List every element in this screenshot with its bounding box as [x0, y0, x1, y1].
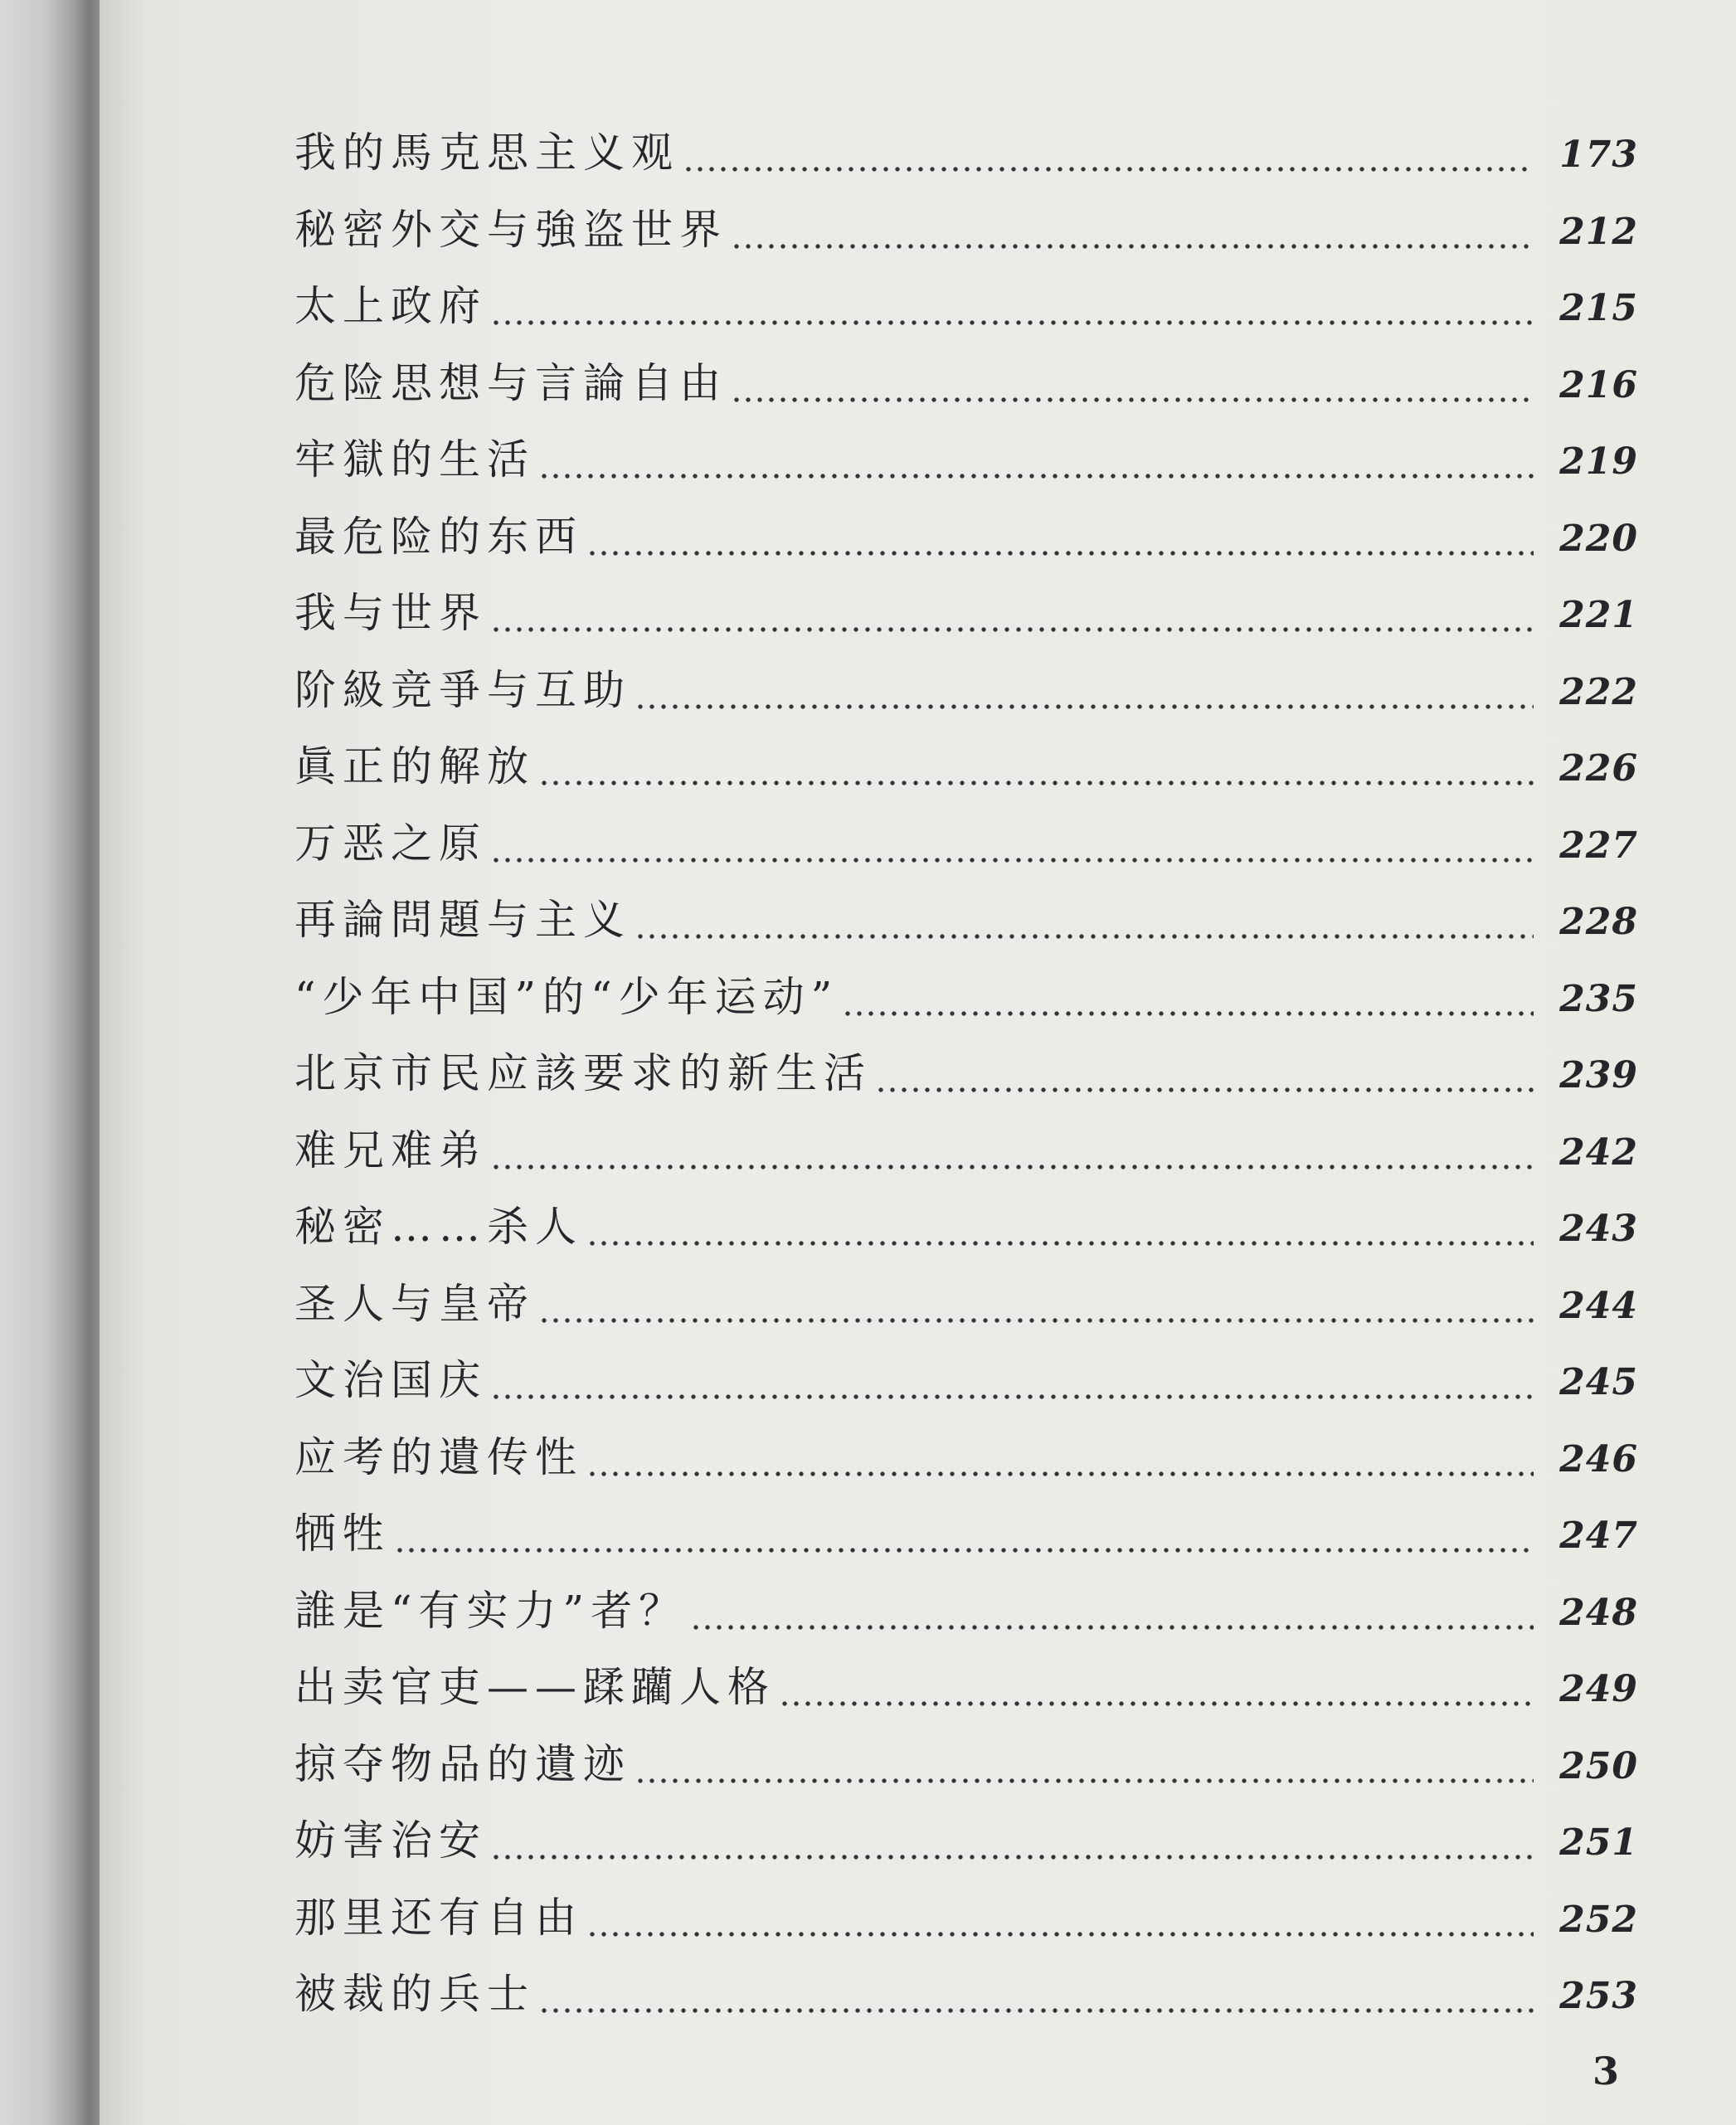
- dot-leader: [586, 516, 1534, 557]
- toc-entry-page: 235: [1559, 977, 1638, 1020]
- dot-leader: [490, 1359, 1534, 1401]
- dot-leader: [586, 1206, 1534, 1247]
- dot-leader: [490, 1820, 1534, 1861]
- toc-entry: [294, 882, 1638, 959]
- toc-entry: [294, 652, 1638, 729]
- toc-entry: [294, 1266, 1638, 1343]
- toc-entry-title: 妨害治安: [294, 1816, 487, 1865]
- book-page: [100, 0, 1736, 2125]
- dot-leader: [635, 899, 1534, 941]
- toc-entry: [294, 114, 1638, 192]
- toc-entry: [294, 728, 1638, 805]
- toc-entry-page: 239: [1559, 1054, 1638, 1097]
- toc-entry-title: 牢獄的生活: [294, 435, 535, 484]
- toc-entry: [294, 345, 1638, 422]
- toc-entry-page: 251: [1559, 1821, 1638, 1864]
- toc-entry-title: 秘密外交与強盗世界: [294, 205, 727, 254]
- table-of-contents: [294, 114, 1638, 2033]
- dot-leader: [731, 362, 1534, 404]
- toc-entry-title: 那里还有自由: [294, 1893, 583, 1942]
- toc-entry-page: 245: [1559, 1361, 1638, 1403]
- toc-entry-page: 212: [1559, 210, 1638, 253]
- toc-entry-title: 出卖官吏——蹂躪人格: [294, 1663, 776, 1711]
- toc-entry: [294, 1802, 1638, 1879]
- toc-entry: [294, 1495, 1638, 1573]
- toc-entry: [294, 192, 1638, 269]
- toc-entry-title: 眞正的解放: [294, 742, 535, 790]
- dot-leader: [875, 1053, 1534, 1094]
- dot-leader: [538, 1973, 1534, 2015]
- toc-entry-page: 250: [1559, 1744, 1638, 1787]
- toc-entry: [294, 1956, 1638, 2033]
- dot-leader: [490, 592, 1534, 634]
- toc-entry-title: 万恶之原: [294, 819, 487, 868]
- toc-entry-title: 难兄难弟: [294, 1126, 487, 1174]
- toc-entry: [294, 1649, 1638, 1726]
- dot-leader: [690, 1590, 1534, 1631]
- toc-entry-page: 227: [1559, 824, 1638, 867]
- toc-entry: [294, 1189, 1638, 1266]
- toc-entry-title: 掠夺物品的遺迹: [294, 1739, 631, 1788]
- toc-entry: [294, 1342, 1638, 1419]
- toc-entry-title: 危险思想与言論自由: [294, 358, 727, 407]
- toc-entry: [294, 1419, 1638, 1496]
- toc-entry-title: 被裁的兵士: [294, 1970, 535, 2018]
- toc-entry-title: 圣人与皇帝: [294, 1279, 535, 1328]
- toc-entry-page: 226: [1559, 747, 1638, 790]
- dot-leader: [779, 1666, 1534, 1708]
- dot-leader: [394, 1513, 1534, 1554]
- toc-entry-page: 222: [1559, 670, 1638, 713]
- toc-entry-title: 誰是“有实力”者？: [294, 1586, 688, 1635]
- toc-entry-title: 秘密……杀人: [294, 1203, 583, 1251]
- dot-leader: [586, 1897, 1534, 1938]
- toc-entry: [294, 1879, 1638, 1957]
- dot-leader: [683, 132, 1534, 173]
- toc-entry-title: 我与世界: [294, 589, 487, 637]
- toc-entry-page: 220: [1559, 517, 1638, 560]
- dot-leader: [586, 1437, 1534, 1478]
- dot-leader: [538, 439, 1534, 480]
- toc-entry-page: 253: [1559, 1975, 1638, 2017]
- toc-entry-title: 太上政府: [294, 282, 487, 330]
- dot-leader: [490, 285, 1534, 327]
- toc-entry-title: 北京市民应該要求的新生活: [294, 1049, 872, 1097]
- toc-entry-page: 215: [1559, 287, 1638, 329]
- toc-entry: [294, 1573, 1638, 1650]
- toc-entry-page: 221: [1559, 594, 1638, 636]
- toc-entry-title: 最危险的东西: [294, 512, 583, 561]
- toc-entry-title: 我的馬克思主义观: [294, 129, 679, 177]
- toc-entry-page: 216: [1559, 363, 1638, 406]
- toc-entry-page: 242: [1559, 1131, 1638, 1174]
- dot-leader: [731, 209, 1534, 250]
- page-number: 3: [1593, 2049, 1620, 2093]
- toc-entry-page: 244: [1559, 1284, 1638, 1327]
- toc-entry: [294, 421, 1638, 498]
- toc-entry-page: 228: [1559, 901, 1638, 943]
- dot-leader: [635, 1743, 1534, 1785]
- toc-entry: [294, 575, 1638, 652]
- toc-entry-page: 249: [1559, 1668, 1638, 1710]
- toc-entry-page: 248: [1559, 1591, 1638, 1634]
- toc-entry: [294, 1035, 1638, 1112]
- dot-leader: [538, 746, 1534, 787]
- toc-entry: [294, 498, 1638, 576]
- toc-entry-page: 252: [1559, 1898, 1638, 1941]
- toc-entry: [294, 1726, 1638, 1803]
- dot-leader: [635, 669, 1534, 711]
- toc-entry-page: 247: [1559, 1515, 1638, 1557]
- dot-leader: [490, 823, 1534, 864]
- toc-entry-title: 牺牲: [294, 1510, 391, 1558]
- toc-entry-page: 246: [1559, 1437, 1638, 1481]
- dot-leader: [842, 976, 1534, 1018]
- toc-entry: [294, 268, 1638, 345]
- toc-entry-page: 219: [1559, 440, 1638, 483]
- toc-entry: [294, 805, 1638, 883]
- dot-leader: [538, 1283, 1534, 1325]
- toc-entry-title: 再論問題与主义: [294, 896, 631, 944]
- book-spine-shadow: [0, 0, 100, 2125]
- toc-entry-title: 文治国庆: [294, 1356, 487, 1404]
- toc-entry-page: 173: [1559, 134, 1638, 176]
- dot-leader: [490, 1130, 1534, 1171]
- toc-entry-title: 应考的遺传性: [294, 1432, 583, 1481]
- toc-entry-title: 阶級竞爭与互助: [294, 665, 631, 714]
- toc-entry-title: “少年中国”的“少年运动”: [294, 972, 839, 1021]
- toc-entry: [294, 1112, 1638, 1189]
- toc-entry: [294, 959, 1638, 1036]
- toc-entry-page: 243: [1559, 1208, 1638, 1250]
